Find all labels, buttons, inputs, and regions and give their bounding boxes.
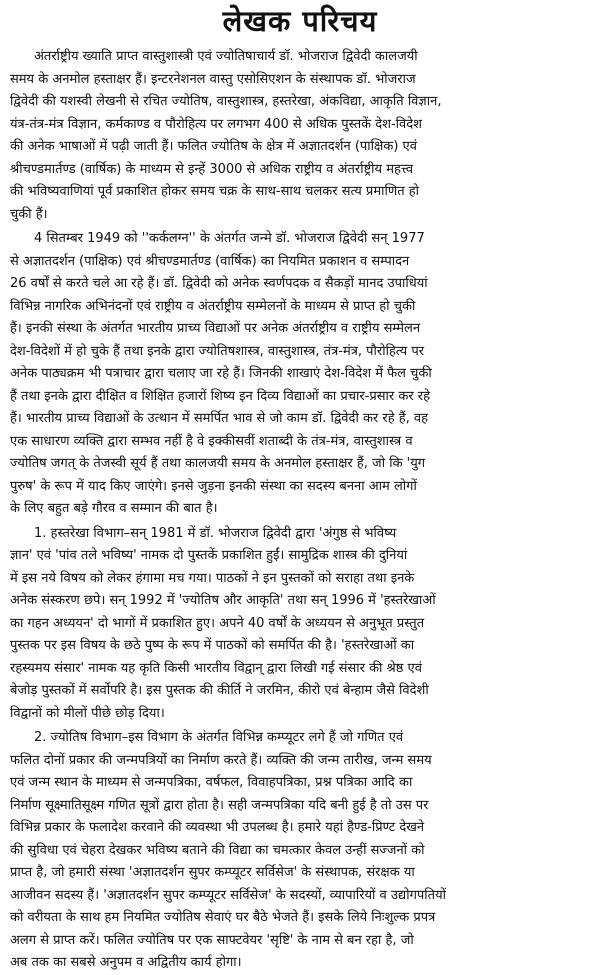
text-line: श्रीचण्डमार्तण्ड (वार्षिक) के माध्यम से इन्हें 3000 से अधिक राष्ट्रीय व अंतर्राष्ट्रीय महत्त्व [10, 161, 414, 177]
text-line: निर्माण सूक्ष्मातिसूक्ष्म गणित सूत्रों द्वारा होता है। सही जन्मपत्रिका यदि बनी हुई है तो उस पर [10, 797, 429, 813]
text-line: को वरीयता के साथ हम नियमित ज्योतिष सेवाएं घर बैठे भेजते हैं। इसके लिये निःशुल्क प्रपत्र [10, 910, 436, 925]
text-line: अलग से प्राप्त करें। फलित ज्योतिष पर एक साफ्टवेयर 'सृष्टि' के नाम से बन रहा है, जो [10, 932, 414, 948]
text-line: विद्वानों को मीलों पीछे छोड़ दिया। [10, 705, 165, 721]
text-line: प्राप्त है, जो हमारी संस्था 'अज्ञातदर्शन सुपर कम्प्यूटर सर्विसेज' के संस्थापक, संरक्षक या [10, 865, 415, 880]
text-line: में इस नये विषय को लेकर हंगामा मच गया। पाठकों ने इन पुस्तकों को सराहा तथा इनके [10, 570, 415, 586]
text-line: हैं। भारतीय प्राच्य विद्याओं के उत्थान में समर्पित भाव से जो काम डॉ. द्विवेदी कर रहे हैं, वह [10, 411, 429, 426]
text-line: के लिए बहुत बड़े गौरव व सम्मान की बात है। [10, 501, 218, 516]
paragraph-palmistry-dept [10, 523, 590, 726]
text-line: का गहन अध्ययन' दो भागों में प्रकाशित हुए। अपने 40 वर्षों के अध्ययन से अनुभूत प्रस्तुत [10, 615, 425, 631]
text-line: एवं जन्म स्थान के माध्यम से जन्मपत्रिका, वर्षफल, विवाहपत्रिका, प्रश्न पत्रिका आदि का [10, 775, 413, 790]
page-title: लेखक परिचय [222, 4, 378, 38]
text-line: हैं। इनकी संस्था के अंतर्गत भारतीय प्राच्य विद्याओं पर अनेक अंतर्राष्ट्रीय व राष्ट्रीय सम्मेलन [10, 321, 421, 336]
text-line: पुस्तक पर इस विषय के छठे पुष्प के रूप में पाठकों को समर्पित की है। 'हस्तरेखाओं का [10, 638, 415, 653]
text-line: चुकी हैं। [10, 206, 48, 222]
text-line: से अज्ञातदर्शन (पाक्षिक) एवं श्रीचण्डमार्तण्ड (वार्षिक) का नियमित प्रकाशन व सम्पादन [10, 253, 410, 269]
text-line: बेजोड़ पुस्तकों में सर्वोपरि है। इस पुस्तक की कीर्ति ने जरमिन, कीरो एवं बेन्हाम जैसे विदेशी [10, 683, 429, 698]
text-line: अब तक का सबसे अनुपम व अद्वितीय कार्य होगा। [10, 955, 242, 970]
text-line: पुरुष' के रूप में याद किए जाएंगे। इनसे जुड़ना इनकी संस्था का सदस्य बनना आम लोगों [10, 478, 417, 494]
paragraph-biography [10, 228, 590, 521]
text-line: यंत्र-तंत्र-मंत्र विज्ञान, कर्मकाण्ड व पौरोहित्य पर लगभग 400 से अधिक पुस्तकें देश-विदेश [10, 116, 422, 132]
text-line: 2. ज्योतिष विभाग–इस विभाग के अंतर्गत विभिन्न कम्प्यूटर लगे हैं जो गणित एवं [34, 730, 404, 745]
text-line: विभिन्न प्रकार के फलादेश करवाने की व्यवस्था भी उपलब्ध है। हमारे यहां हैण्ड-प्रिण्ट देखने [10, 820, 425, 835]
text-line: समय के अनमोल हस्ताक्षर हैं। इन्टरनेशनल वास्तु एसोसिएशन के संस्थापक डॉ. भोजराज [10, 71, 416, 87]
text-line: फलित दोनों प्रकार की जन्मपत्रियों का निर्माण करते हैं। व्यक्ति की जन्म तारीख, जन्म समय [10, 752, 432, 768]
text-line: 4 सितम्बर 1949 को ''कर्कलग्न'' के अंतर्गत जन्मे डॉ. भोजराज द्विवेदी सन् 1977 [34, 231, 425, 246]
text-line: ज्ञान' एवं 'पांव तले भविष्य' नामक दो पुस्तकें प्रकाशित हुईं। सामुद्रिक शास्त्र की दुनियां [10, 548, 408, 563]
text-line: अंतर्राष्ट्रीय ख्याति प्राप्त वास्तुशास्त्री एवं ज्योतिषाचार्य डॉ. भोजराज द्विवेदी कालजयी [34, 49, 418, 64]
text-line: 1. हस्तरेखा विभाग–सन् 1981 में डॉ. भोजराज द्विवेदी द्वारा 'अंगुष्ठ से भविष्य [34, 525, 397, 541]
paragraph-intro [10, 46, 590, 226]
text-line: विभिन्न नागरिक अभिनंदनों एवं राष्ट्रीय व अंतर्राष्ट्रीय सम्मेलनों के माध्यम से प्राप्त हो चुकी [10, 298, 416, 314]
text-line: ज्योतिष जगत् के तेजस्वी सूर्य हैं तथा कालजयी समय के अनमोल हस्ताक्षर हैं, जो कि 'युग [10, 456, 426, 471]
text-line: देश-विदेशों में हो चुके हैं तथा इनके द्वारा ज्योतिषशास्त्र, वास्तुशास्त्र, तंत्र-मंत्र, पौरोहित्य पर [10, 343, 425, 359]
text-line: की भविष्यवाणियां पूर्व प्रकाशित होकर समय चक्र के साथ-साथ चलकर सत्य प्रमाणित हो [10, 184, 420, 199]
text-line: अनेक संस्करण छपे। सन् 1992 में 'ज्योतिष और आकृति' तथा सन् 1996 में 'हस्तरेखाओं [10, 593, 436, 608]
paragraph-astrology-dept [10, 727, 590, 975]
text-line: एक साधारण व्यक्ति द्वारा सम्भव नहीं है वे इक्कीसवीं शताब्दी के तंत्र-मंत्र, वास्तुशास्त्र व [10, 433, 413, 449]
text-line: आजीवन सदस्य हैं। 'अज्ञातदर्शन सुपर कम्प्यूटर सर्विसेज' के सदस्यों, व्यापारियों व उद्योगपतियों [10, 887, 446, 903]
text-line: की अनेक भाषाओं में पढ़ी जाती हैं। फलित ज्योतिष के क्षेत्र में अज्ञातदर्शन (पाक्षिक) एवं [10, 139, 417, 154]
text-line: द्विवेदी की यशस्वी लेखनी से रचित ज्योतिष, वास्तुशास्त्र, हस्तरेखा, अंकविद्या, आकृति विज्ञान, [10, 94, 442, 109]
text-line: रहस्यमय संसार' नामक यह कृति किसी भारतीय विद्वान् द्वारा लिखी गई संसार की श्रेष्ठ एवं [10, 660, 422, 676]
text-line: अनेक पाठ्यक्रम भी पत्राचार द्वारा चलाए जा रहे हैं। जिनकी शाखाएं देश-विदेश में फैल चुकी [10, 366, 432, 381]
text-line: हैं तथा इनके द्वारा दीक्षित व शिक्षित हजारों शिष्य इन दिव्य विद्याओं का प्रचार-प्रसार कर रहे [10, 388, 431, 404]
text-line: की सुविधा एवं चेहरा देखकर भविष्य बताने की विद्या का चमत्कार केवल उन्हीं सज्जनों को [10, 842, 425, 858]
text-line: 26 वर्षों से करते चले आ रहे हैं। डॉ. द्विवेदी को अनेक स्वर्णपदक व सैकड़ों मानद उपाधियां [10, 276, 428, 291]
